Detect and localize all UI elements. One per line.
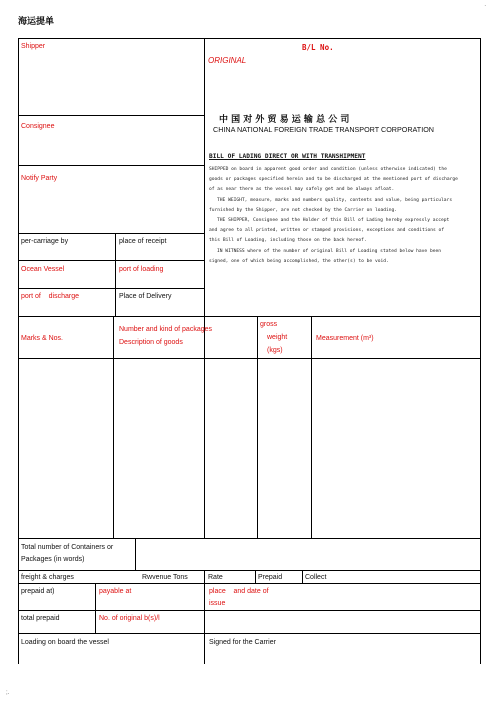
terms-line: this Bill of Loading, including those on the back hereof. (209, 238, 367, 244)
revenue-tons-label: Rwvenue Tons (142, 574, 188, 581)
total-packages-label: Packages (in words) (21, 556, 85, 563)
rule (18, 538, 481, 539)
original-label: ORIGINAL (208, 56, 247, 65)
signed-for-carrier-label: Signed for the Carrier (209, 639, 276, 646)
notify-party-label: Notify Party (21, 175, 58, 182)
ocean-vessel-label: Ocean Vessel (21, 266, 65, 273)
no-original-label: No. of original b(s)/l (99, 615, 160, 622)
terms-line: and agree to all printed, written or stamped provisions, exceptions and conditions of (209, 228, 445, 234)
marks-nos-header: Marks & Nos. (21, 335, 64, 342)
rule (18, 570, 481, 571)
rule (18, 633, 481, 634)
company-name-en: CHINA NATIONAL FOREIGN TRADE TRANSPORT CORPORATION (213, 125, 434, 134)
rule (113, 316, 114, 538)
description-header: Description of goods (119, 339, 183, 346)
rule (204, 570, 205, 664)
kgs-header: (kgs) (267, 347, 283, 354)
rule (135, 538, 136, 570)
measurement-header: Measurement (m³) (316, 335, 374, 342)
rule (95, 583, 96, 633)
rule (18, 165, 204, 166)
page-heading: 海运提单 (18, 17, 55, 27)
rule (18, 358, 481, 359)
prepaid-at-label: prepaid at) (21, 588, 55, 595)
freight-charges-label: freight & charges (21, 574, 74, 581)
terms-line: goods or packages specified herein and to be discharged at the mentioned port of discharge (209, 177, 458, 183)
terms-text (209, 165, 473, 267)
loading-on-board-label: Loading on board the vessel (21, 639, 109, 646)
corner-mark: . (484, 2, 486, 8)
terms-line: THE SHIPPER, Consignee and the Holder of this Bill of Lading hereby expressly accept (217, 218, 450, 224)
upper-divider (204, 38, 205, 316)
rule (18, 316, 481, 317)
place-of-receipt-label: place of receipt (119, 238, 167, 245)
prepaid-label: Prepaid (258, 574, 283, 581)
bill-title: BILL OF LADING DIRECT OR WITH TRANSHIPMENT (209, 153, 366, 160)
terms-line: of as near there as the vessel may safely get and be always afloat. (209, 187, 395, 193)
route-divider (115, 233, 116, 316)
rule (18, 115, 204, 116)
pre-carriage-label: per-carriage by (21, 238, 69, 245)
rule (18, 288, 204, 289)
terms-line: signed, one of which being accomplished, the other(s) to be void. (209, 258, 389, 264)
terms-line: furnished by the Shipper, are not checked by the Carrier on loading. (209, 207, 398, 213)
terms-line: SHIPPED on board in apparent good order and condition (unless otherwise indicated) the (209, 167, 447, 172)
rule (18, 260, 204, 261)
corner-mark: ;. (6, 690, 10, 696)
total-containers-label: Total number of Containers or (21, 544, 114, 551)
issue-label: issue (209, 600, 226, 607)
place-date-label: place and date of (209, 588, 269, 595)
bl-no-label: B/L No. (302, 43, 334, 52)
rule (18, 233, 204, 234)
rule (257, 316, 258, 538)
rule (204, 316, 205, 538)
rule (18, 610, 481, 611)
weight-header: weight (267, 334, 288, 341)
total-prepaid-label: total prepaid (21, 615, 60, 622)
place-of-delivery-label: Place of Delivery (119, 293, 172, 300)
consignee-label: Consignee (21, 123, 55, 130)
terms-line: IN WITNESS where of the number of original Bill of Loading stated below have been (217, 248, 442, 254)
rule (302, 570, 303, 583)
collect-label: Collect (305, 574, 327, 581)
company-name-cn: 中 国 对 外 贸 易 运 输 总 公 司 (219, 115, 350, 125)
port-of-discharge-label: port of discharge (21, 293, 79, 300)
terms-line: THE WEIGHT, measure, marks and numbers quality, contents and value, being particulars (217, 197, 453, 203)
rule (311, 316, 312, 538)
packages-header: Number and kind of packages (119, 326, 212, 333)
rule (18, 583, 481, 584)
payable-at-label: payable at (99, 588, 132, 595)
frame-top (18, 38, 481, 39)
gross-header: gross (260, 321, 278, 328)
port-of-loading-label: port of loading (119, 266, 164, 273)
rate-label: Rate (208, 574, 223, 581)
rule (255, 570, 256, 583)
shipper-label: Shipper (21, 43, 46, 50)
